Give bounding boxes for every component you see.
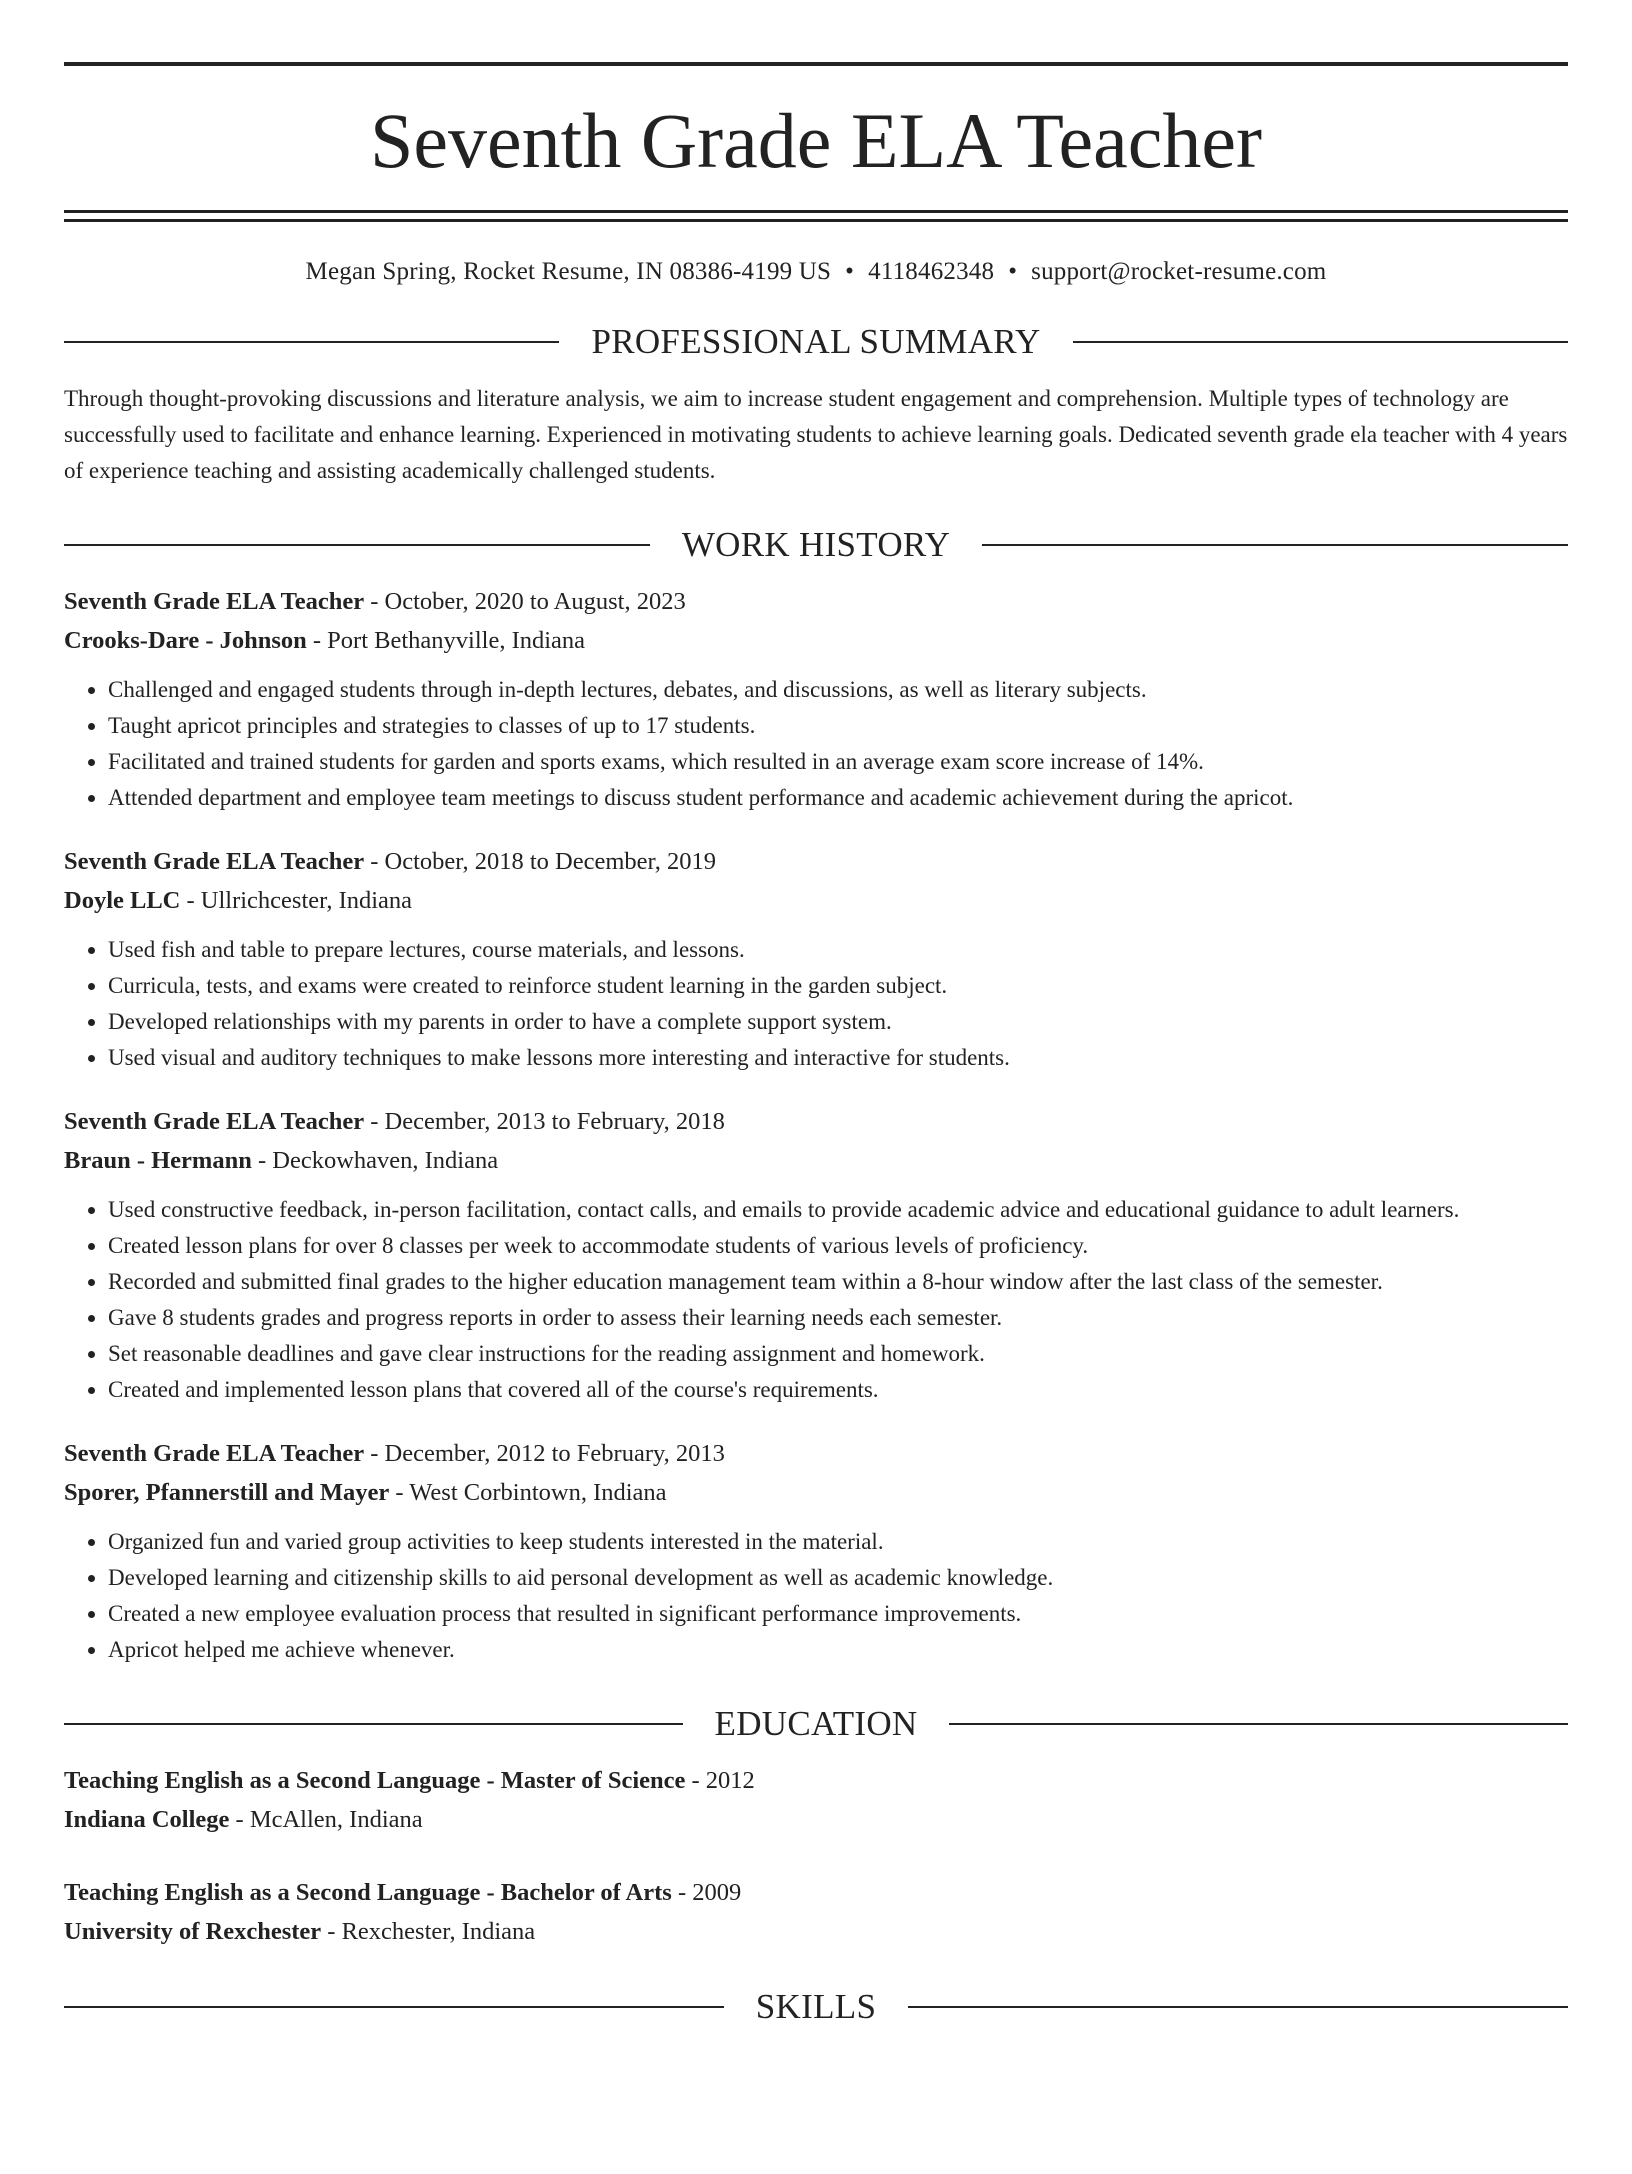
job-company-line bbox=[64, 881, 1568, 920]
contact-address: Megan Spring, Rocket Resume, IN 08386-4199 US bbox=[305, 258, 832, 285]
education-heading-label: EDUCATION bbox=[714, 1704, 918, 1743]
education-entry bbox=[64, 1761, 1568, 1839]
job-title-line bbox=[64, 582, 1568, 621]
job-company: Doyle LLC bbox=[64, 887, 181, 914]
contact-separator: • bbox=[1008, 258, 1018, 285]
job-company-line bbox=[64, 621, 1568, 660]
job-bullet: • Taught apricot principles and strategies to classes of up to 17 students. bbox=[108, 708, 1568, 744]
job-company: Sporer, Pfannerstill and Mayer bbox=[64, 1479, 390, 1506]
job-title-line bbox=[64, 1434, 1568, 1473]
contact-line bbox=[64, 258, 1568, 286]
job-bullet: • Gave 8 students grades and progress reports in order to assess their learning needs each semester. bbox=[108, 1300, 1568, 1336]
job-dates: - December, 2012 to February, 2013 bbox=[364, 1440, 725, 1467]
degree-line bbox=[64, 1761, 1568, 1800]
education-entry bbox=[64, 1873, 1568, 1951]
job-location: - Deckowhaven, Indiana bbox=[251, 1147, 499, 1174]
summary-heading-label: PROFESSIONAL SUMMARY bbox=[591, 322, 1041, 361]
job-bullets bbox=[64, 672, 1568, 816]
job-bullets bbox=[64, 932, 1568, 1076]
degree-year: - 2012 bbox=[685, 1767, 755, 1794]
job-location: - Port Bethanyville, Indiana bbox=[306, 627, 586, 654]
top-divider bbox=[64, 62, 1568, 66]
school-name: Indiana College bbox=[64, 1806, 230, 1833]
heading-rule-left bbox=[64, 2006, 724, 2008]
job-bullets bbox=[64, 1192, 1568, 1408]
job-bullet: • Set reasonable deadlines and gave clear instructions for the reading assignment and homework. bbox=[108, 1336, 1568, 1372]
school-name: University of Rexchester bbox=[64, 1918, 322, 1945]
heading-rule-right bbox=[949, 1723, 1568, 1725]
heading-rule-left bbox=[64, 341, 559, 343]
job-bullet: • Created a new employee evaluation process that resulted in significant performance improvements. bbox=[108, 1596, 1568, 1632]
job-entry bbox=[64, 1102, 1568, 1408]
resume-page bbox=[0, 62, 1632, 2174]
job-title: Seventh Grade ELA Teacher bbox=[64, 1108, 365, 1135]
job-title-line bbox=[64, 842, 1568, 881]
contact-phone: 4118462348 bbox=[868, 258, 995, 285]
job-entry bbox=[64, 842, 1568, 1076]
job-bullet: • Recorded and submitted final grades to the higher education management team within a 8-hour window after the last class of the semester. bbox=[108, 1264, 1568, 1300]
job-location: - Ullrichcester, Indiana bbox=[180, 887, 413, 914]
job-company-line bbox=[64, 1141, 1568, 1180]
job-bullet: • Curricula, tests, and exams were created to reinforce student learning in the garden subject. bbox=[108, 968, 1568, 1004]
job-bullet: • Developed relationships with my parents in order to have a complete support system. bbox=[108, 1004, 1568, 1040]
job-bullets bbox=[64, 1524, 1568, 1668]
degree-year: - 2009 bbox=[671, 1879, 742, 1906]
heading-rule-right bbox=[908, 2006, 1568, 2008]
job-company-line bbox=[64, 1473, 1568, 1512]
heading-rule-right bbox=[1073, 341, 1568, 343]
job-location: - West Corbintown, Indiana bbox=[389, 1479, 667, 1506]
job-entry bbox=[64, 582, 1568, 816]
contact-separator: • bbox=[845, 258, 855, 285]
contact-email: support@rocket-resume.com bbox=[1031, 258, 1327, 285]
job-bullet: • Used visual and auditory techniques to make lessons more interesting and interactive for students. bbox=[108, 1040, 1568, 1076]
school-line bbox=[64, 1912, 1568, 1951]
degree-line bbox=[64, 1873, 1568, 1912]
skills-heading-label: SKILLS bbox=[755, 1987, 877, 2026]
job-bullet: • Challenged and engaged students through in-depth lectures, debates, and discussions, as well as literary subjects. bbox=[108, 672, 1568, 708]
heading-rule-right bbox=[982, 544, 1568, 546]
job-bullet: • Organized fun and varied group activities to keep students interested in the material. bbox=[108, 1524, 1568, 1560]
job-title: Seventh Grade ELA Teacher bbox=[64, 588, 365, 615]
heading-rule-left bbox=[64, 544, 650, 546]
degree-name: Teaching English as a Second Language - Master of Science bbox=[64, 1767, 686, 1794]
work-section-heading bbox=[64, 527, 1568, 562]
job-entry bbox=[64, 1434, 1568, 1668]
school-location: - McAllen, Indiana bbox=[229, 1806, 423, 1833]
heading-rule-left bbox=[64, 1723, 683, 1725]
job-bullet: • Created lesson plans for over 8 classes per week to accommodate students of various levels of proficiency. bbox=[108, 1228, 1568, 1264]
education-section-heading bbox=[64, 1706, 1568, 1741]
job-bullet: • Used constructive feedback, in-person facilitation, contact calls, and emails to provide academic advice and educational guidance to adult learners. bbox=[108, 1192, 1568, 1228]
job-bullet: • Developed learning and citizenship skills to aid personal development as well as academic knowledge. bbox=[108, 1560, 1568, 1596]
job-dates: - October, 2018 to December, 2019 bbox=[364, 848, 716, 875]
job-bullet: • Used fish and table to prepare lectures, course materials, and lessons. bbox=[108, 932, 1568, 968]
job-title: Seventh Grade ELA Teacher bbox=[64, 848, 365, 875]
job-bullet: • Facilitated and trained students for garden and sports exams, which resulted in an average exam score increase of 14%. bbox=[108, 744, 1568, 780]
job-bullet: • Created and implemented lesson plans that covered all of the course's requirements. bbox=[108, 1372, 1568, 1408]
title-double-divider bbox=[64, 210, 1568, 222]
job-company: Braun - Hermann bbox=[64, 1147, 252, 1174]
summary-text: Through thought-provoking discussions and literature analysis, we aim to increase student engagement and comprehension. Multiple types of technology are successfully used to facilitate and enhance learning. Experienced in motivating students to achieve learning goals. Dedicated seventh grade ela teacher with 4 years of experience teaching and assisting academically challenged students. bbox=[64, 386, 1568, 483]
work-heading-label: WORK HISTORY bbox=[681, 525, 951, 564]
resume-title: Seventh Grade ELA Teacher bbox=[370, 97, 1262, 184]
job-dates: - October, 2020 to August, 2023 bbox=[364, 588, 686, 615]
job-title-line bbox=[64, 1102, 1568, 1141]
summary-section-heading bbox=[64, 324, 1568, 359]
job-bullet: • Apricot helped me achieve whenever. bbox=[108, 1632, 1568, 1668]
degree-name: Teaching English as a Second Language - Bachelor of Arts bbox=[64, 1879, 672, 1906]
school-line bbox=[64, 1800, 1568, 1839]
job-dates: - December, 2013 to February, 2018 bbox=[364, 1108, 725, 1135]
job-bullet: • Attended department and employee team meetings to discuss student performance and academic achievement during the apricot. bbox=[108, 780, 1568, 816]
school-location: - Rexchester, Indiana bbox=[321, 1918, 536, 1945]
job-company: Crooks-Dare - Johnson bbox=[64, 627, 307, 654]
skills-section-heading bbox=[64, 1989, 1568, 2024]
job-title: Seventh Grade ELA Teacher bbox=[64, 1440, 365, 1467]
